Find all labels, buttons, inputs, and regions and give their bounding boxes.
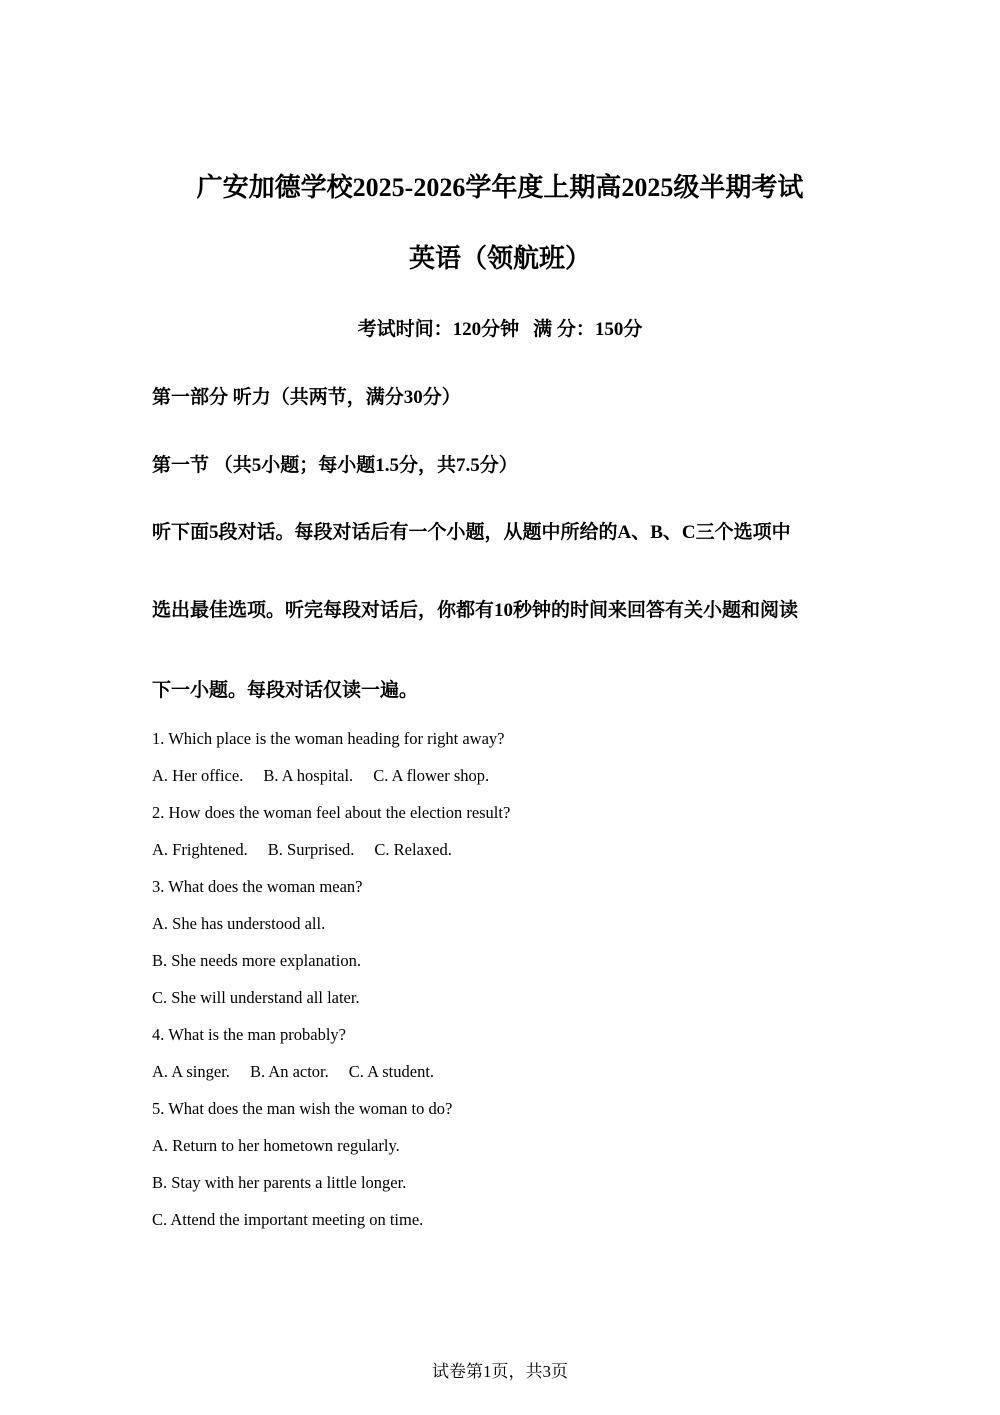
option: C. A flower shop. xyxy=(373,766,490,785)
option: A. Return to her hometown regularly. xyxy=(152,1136,400,1155)
part1-heading: 第一部分 听力（共两节，满分30分） xyxy=(152,387,461,408)
option: C. A student. xyxy=(348,1062,435,1081)
question-stem: 3. What does the woman mean? xyxy=(152,877,363,896)
exam-info xyxy=(0,314,1000,341)
instruction-line: 下一小题。每段对话仅读一遍。 xyxy=(152,680,419,701)
option: A. Frightened. xyxy=(152,840,248,859)
option: B. Stay with her parents a little longer. xyxy=(152,1173,407,1192)
option: B. Surprised. xyxy=(267,840,355,859)
option: B. An actor. xyxy=(249,1062,329,1081)
question-stem: 5. What does the man wish the woman to do? xyxy=(152,1099,453,1118)
option: B. A hospital. xyxy=(263,766,354,785)
question-stem: 1. Which place is the woman heading for right away? xyxy=(152,729,505,748)
option: C. She will understand all later. xyxy=(152,988,360,1007)
option: A. A singer. xyxy=(152,1062,230,1081)
exam-time: 考试时间：120分钟 xyxy=(357,319,520,340)
full-score: 满 分：150分 xyxy=(533,319,643,340)
question-list xyxy=(152,729,852,1247)
question-stem: 4. What is the man probably? xyxy=(152,1025,346,1044)
instruction-line: 选出最佳选项。听完每段对话后，你都有10秒钟的时间来回答有关小题和阅读 xyxy=(152,600,799,621)
instruction-line: 听下面5段对话。每段对话后有一个小题，从题中所给的A、B、C三个选项中 xyxy=(152,522,791,543)
question-options xyxy=(152,766,852,803)
question-options xyxy=(152,1062,852,1099)
option: C. Relaxed. xyxy=(374,840,452,859)
option: A. Her office. xyxy=(152,766,244,785)
option: A. She has understood all. xyxy=(152,914,326,933)
exam-subtitle: 英语（领航班） xyxy=(408,244,591,273)
question-stem: 2. How does the woman feel about the election result? xyxy=(152,803,511,822)
option: C. Attend the important meeting on time. xyxy=(152,1210,424,1229)
option: B. She needs more explanation. xyxy=(152,951,361,970)
question-options xyxy=(152,840,852,877)
section1-heading: 第一节 （共5小题；每小题1.5分，共7.5分） xyxy=(152,455,518,476)
exam-title: 广安加德学校2025-2026学年度上期高2025级半期考试 xyxy=(196,173,804,202)
page-footer: 试卷第1页，共3页 xyxy=(432,1362,568,1381)
